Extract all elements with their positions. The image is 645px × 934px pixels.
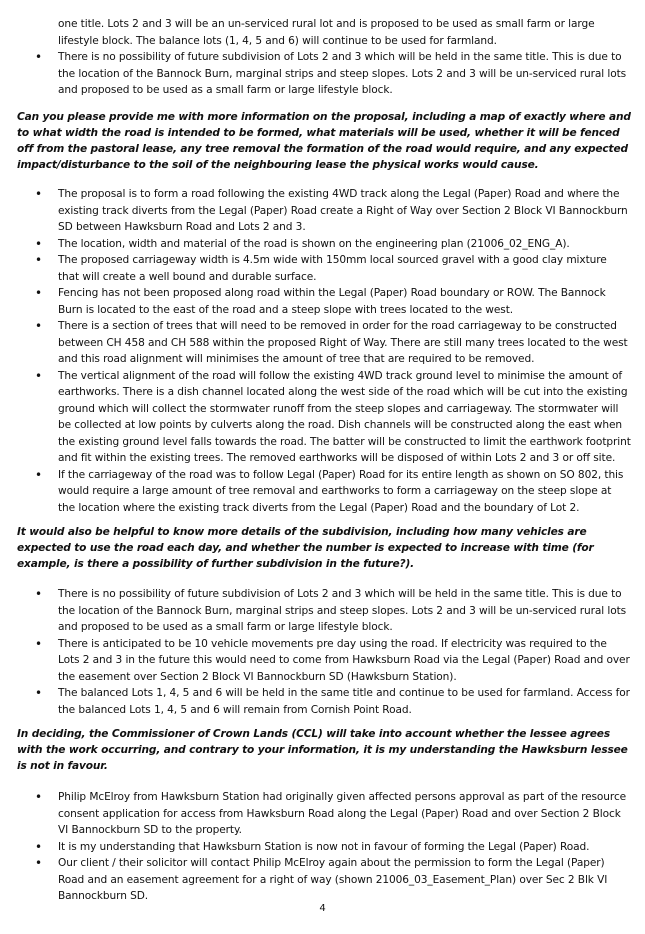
question-heading-1: Can you please provide me with more information on the proposal, including a map of exactly where and to what width the road is intended to be formed, what materials will be used, whether it will be fenced off from the pastoral lease, any tree removal the formation of the road would require, and any expected impact/disturbance to the soil of the neighbouring lease the physical works would cause. <box>17 111 631 171</box>
answer-bullet-list-1 <box>0 186 645 516</box>
list-item: • The balanced Lots 1, 4, 5 and 6 will be held in the same title and continue to be used for farmland. Access for the balanced Lots 1, 4, 5 and 6 will remain from Cornish Point Road. <box>0 685 645 718</box>
list-item: • There is no possibility of future subdivision of Lots 2 and 3 which will be held in the same title. This is due to the location of the Bannock Burn, marginal strips and steep slopes. Lots 2 and 3 will be un-serviced rural lots and proposed to be used as a small farm or large lifestyle block. <box>0 49 645 99</box>
list-item: one title. Lots 2 and 3 will be an un-serviced rural lot and is proposed to be used as small farm or large lifestyle block. The balance lots (1, 4, 5 and 6) will continue to be used for farmland. <box>58 18 595 47</box>
answer-bullet-list-2 <box>0 586 645 718</box>
list-item: • Our client / their solicitor will contact Philip McElroy again about the permission to form the Legal (Paper) Road and an easement agreement for a right of way (shown 21006_03_Easement_Plan) over Sec 2 Blk VI Bannockburn SD. <box>0 855 645 905</box>
list-item: • The location, width and material of the road is shown on the engineering plan (21006_02_ENG_A). <box>0 236 645 253</box>
question-heading-2: It would also be helpful to know more details of the subdivision, including how many vehicles are expected to use the road each day, and whether the number is expected to increase with time (for example, is there a possibility of further subdivision in the future?). <box>17 526 594 570</box>
list-item: • Fencing has not been proposed along road within the Legal (Paper) Road boundary or ROW. The Bannock Burn is located to the east of the road and a steep slope with trees located to the west. <box>0 285 645 318</box>
list-item: • There is no possibility of future subdivision of Lots 2 and 3 which will be held in the same title. This is due to the location of the Bannock Burn, marginal strips and steep slopes. Lots 2 and 3 will be un-serviced rural lots and proposed to be used as a small farm or large lifestyle block. <box>0 586 645 636</box>
list-item: • It is my understanding that Hawksburn Station is now not in favour of forming the Legal (Paper) Road. <box>0 839 645 856</box>
question-heading-3: In deciding, the Commissioner of Crown Lands (CCL) will take into account whether the lessee agrees with the work occurring, and contrary to your information, it is my understanding the Hawksburn lessee is not in favour. <box>17 728 628 772</box>
page-number: 4 <box>319 903 326 914</box>
list-item: • The proposal is to form a road following the existing 4WD track along the Legal (Paper) Road and where the existing track diverts from the Legal (Paper) Road create a Right of Way over Section 2 Block VI Bannockburn SD between Hawksburn Road and Lots 2 and 3. <box>0 186 645 236</box>
intro-bullet-list <box>0 16 645 99</box>
list-item: • The vertical alignment of the road will follow the existing 4WD track ground level to minimise the amount of earthworks. There is a dish channel located along the west side of the road which will be cut into the existing ground which will collect the stormwater runoff from the steep slopes and carriageway. The stormwater will be collected at low points by culverts along the road. Dish channels will be constructed along the east when the existing ground level falls towards the road. The batter will be constructed to limit the earthwork footprint and fit within the existing trees. The removed earthworks will be disposed of within Lots 2 and 3 or off site. <box>0 368 645 467</box>
answer-bullet-list-3 <box>0 789 645 905</box>
list-item: • If the carriageway of the road was to follow Legal (Paper) Road for its entire length as shown on SO 802, this would require a large amount of tree removal and earthworks to form a carriageway on the steep slope at the location where the existing track diverts from the Legal (Paper) Road and the boundary of Lot 2. <box>0 467 645 517</box>
list-item: • Philip McElroy from Hawksburn Station had originally given affected persons approval as part of the resource consent application for access from Hawksburn Road along the Legal (Paper) Road and over Section 2 Block VI Bannockburn SD to the property. <box>0 789 645 839</box>
list-item: • There is a section of trees that will need to be removed in order for the road carriageway to be constructed between CH 458 and CH 588 within the proposed Right of Way. There are still many trees located to the west and this road alignment will minimises the amount of tree that are required to be removed. <box>0 318 645 368</box>
list-item: • The proposed carriageway width is 4.5m wide with 150mm local sourced gravel with a good clay mixture that will create a well bound and durable surface. <box>0 252 645 285</box>
list-item: • There is anticipated to be 10 vehicle movements pre day using the road. If electricity was required to the Lots 2 and 3 in the future this would need to come from Hawksburn Road via the Legal (Paper) Road and over the easement over Section 2 Block VI Bannockburn SD (Hawksburn Station). <box>0 636 645 686</box>
